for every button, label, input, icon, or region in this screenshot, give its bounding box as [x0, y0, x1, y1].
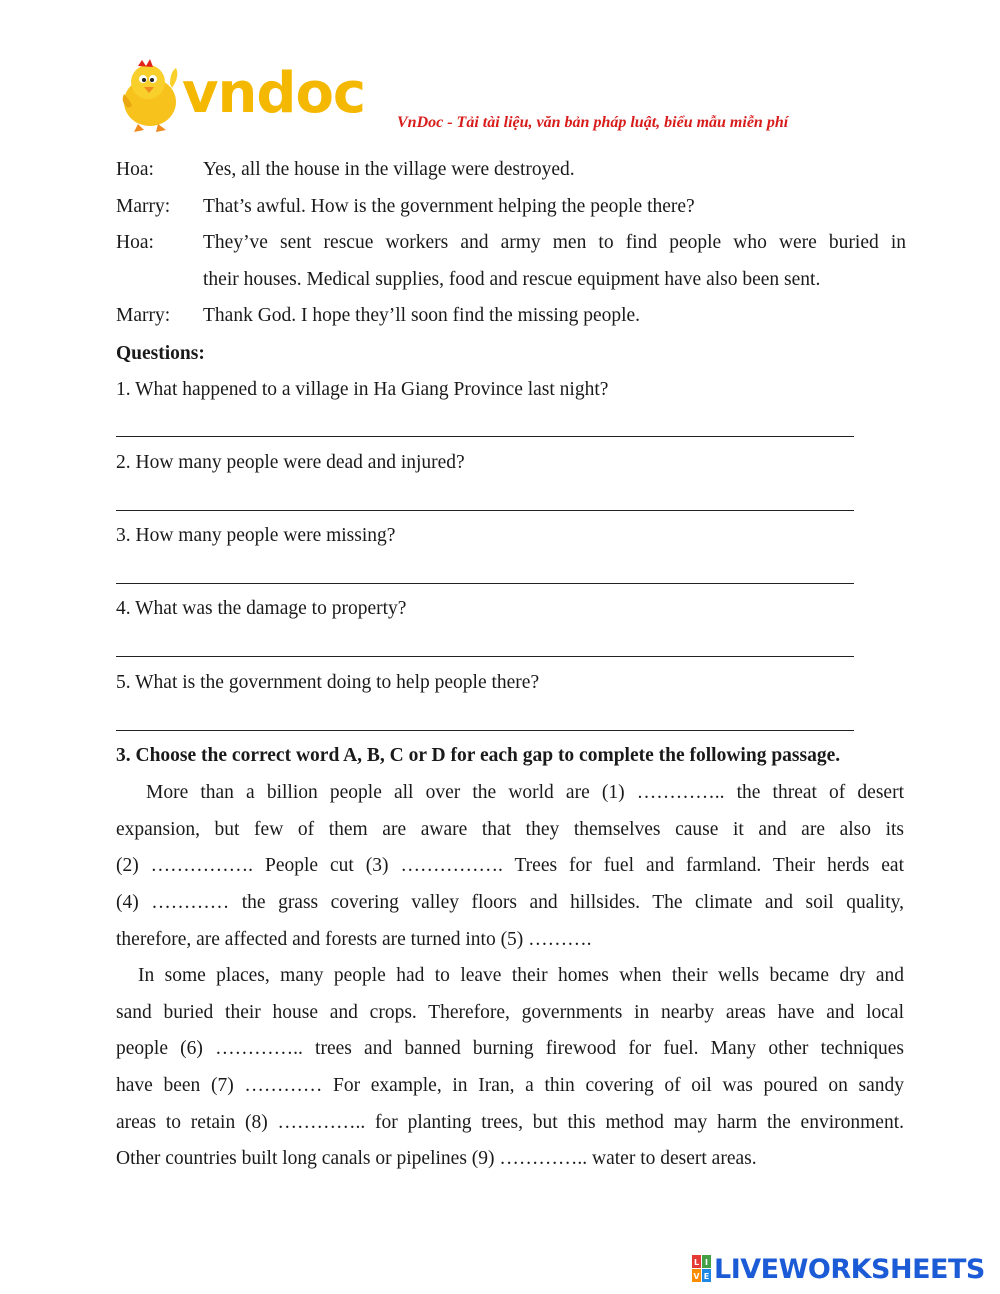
svg-text:I: I — [705, 1258, 708, 1267]
chicken-mascot-icon — [118, 58, 184, 134]
answer-line-4[interactable] — [116, 656, 854, 657]
speaker: Hoa: — [116, 159, 154, 180]
passage-line: (2) ……………. People cut (3) ……………. Trees for fuel and farmland. Their herds eat — [116, 855, 904, 877]
question-5: 5. What is the government doing to help people there? — [116, 672, 540, 693]
question-3: 3. How many people were missing? — [116, 525, 396, 546]
passage-line: In some places, many people had to leave their homes when their wells became dry and — [138, 965, 904, 986]
utterance — [203, 225, 906, 298]
dialogue-line — [116, 152, 906, 189]
logo-wordmark: vndoc — [182, 61, 366, 126]
utterance: Yes, all the house in the village were destroyed. — [203, 159, 575, 180]
svg-text:V: V — [693, 1272, 700, 1281]
passage-line: expansion, but few of them are aware that they themselves cause it and are also its — [116, 818, 904, 840]
svg-text:E: E — [703, 1272, 710, 1281]
answer-line-1[interactable] — [116, 436, 854, 437]
utterance: That’s awful. How is the government helping the people there? — [203, 195, 695, 217]
passage-line: sand buried their house and crops. Therefore, governments in nearby areas have and local — [116, 1001, 904, 1023]
liveworksheets-watermark — [692, 1252, 985, 1286]
question-4: 4. What was the damage to property? — [116, 598, 407, 619]
passage-line: (4) ………… the grass covering valley floors and hillsides. The climate and soil quality, — [116, 892, 904, 914]
speaker: Marry: — [116, 305, 171, 326]
question-2: 2. How many people were dead and injured? — [116, 452, 465, 473]
utterance-line: their houses. Medical supplies, food and rescue equipment have also been sent. — [203, 268, 821, 290]
utterance: Thank God. I hope they’ll soon find the missing people. — [203, 305, 641, 326]
vndoc-logo — [118, 58, 388, 134]
question-1: 1. What happened to a village in Ha Giang Province last night? — [116, 379, 609, 400]
liveworksheets-brand: LIVEWORKSHEETS — [714, 1253, 985, 1285]
site-tagline: VnDoc - Tải tài liệu, văn bản pháp luật, biểu mẫu miễn phí — [397, 114, 789, 131]
dialogue-line — [116, 225, 906, 298]
passage-line: have been (7) ………… For example, in Iran, a thin covering of oil was poured on sandy — [116, 1075, 904, 1097]
dialogue-line — [116, 189, 906, 226]
answer-line-5[interactable] — [116, 730, 854, 731]
passage-line: Other countries built long canals or pipelines (9) ………….. water to desert areas. — [116, 1148, 757, 1170]
passage-line: More than a billion people all over the world are (1) ………….. the threat of desert — [146, 782, 904, 803]
passage-line: therefore, are affected and forests are turned into (5) ………. — [116, 928, 592, 950]
passage-line: areas to retain (8) ………….. for planting trees, but this method may harm the environment. — [116, 1111, 904, 1133]
dialogue — [116, 152, 906, 335]
passage-paragraph-2 — [116, 958, 904, 1178]
passage-paragraph-1 — [116, 775, 904, 958]
passage-line: people (6) ………….. trees and banned burning firewood for fuel. Many other techniques — [116, 1038, 904, 1060]
speaker: Hoa: — [116, 232, 154, 253]
utterance-line: They’ve sent rescue workers and army men to find people who were buried in — [203, 232, 906, 253]
section-3-heading: 3. Choose the correct word A, B, C or D for each gap to complete the following passage. — [116, 745, 841, 766]
svg-text:L: L — [693, 1258, 700, 1267]
dialogue-line — [116, 298, 906, 335]
answer-line-2[interactable] — [116, 510, 854, 511]
page-header — [118, 58, 878, 138]
liveworksheets-badge-icon — [692, 1255, 712, 1283]
answer-line-3[interactable] — [116, 583, 854, 584]
questions-heading: Questions: — [116, 343, 205, 364]
speaker: Marry: — [116, 195, 171, 217]
